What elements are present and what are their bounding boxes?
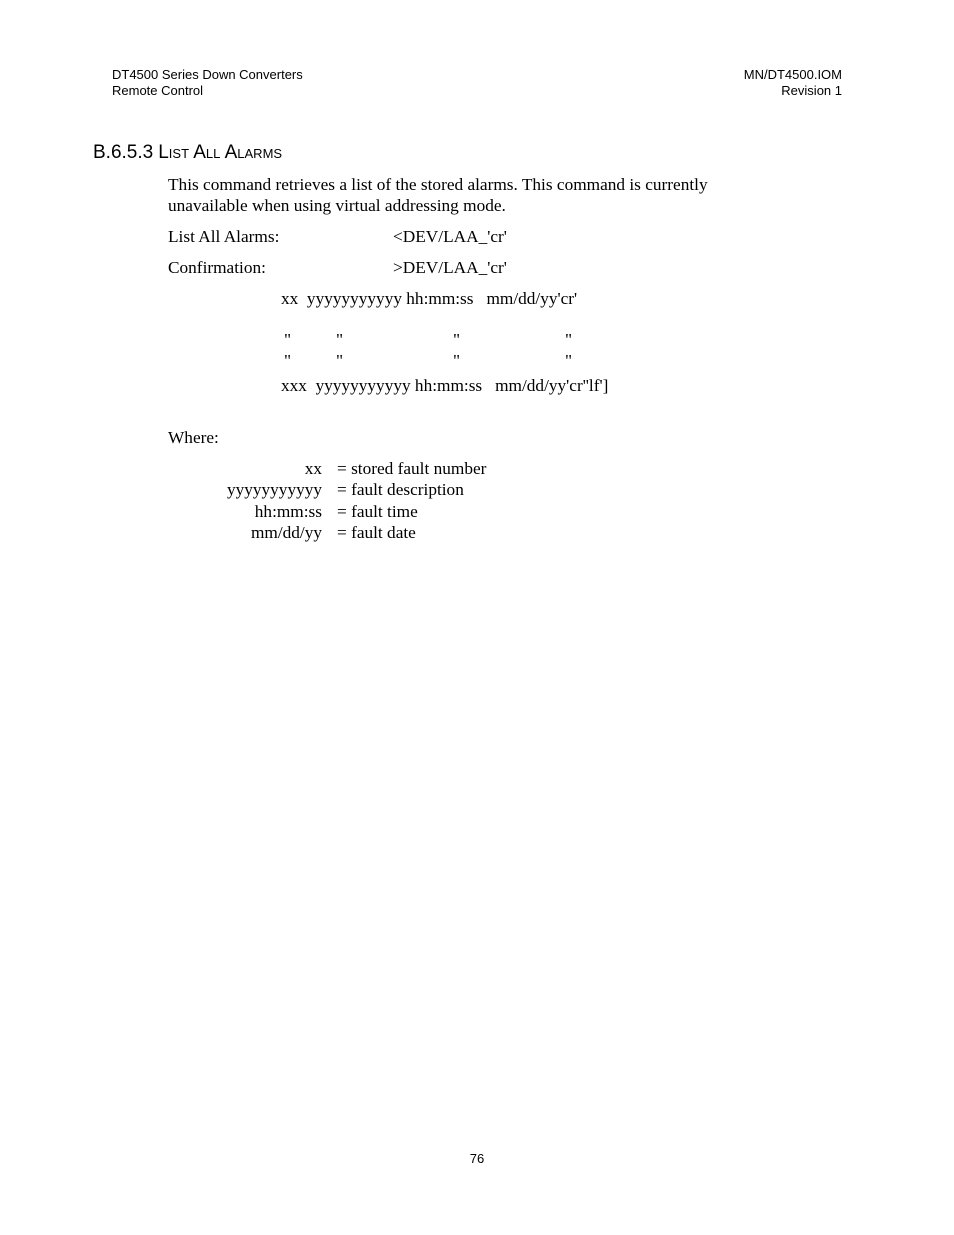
page-number: 76	[469, 1151, 485, 1166]
definition-description: = fault description	[337, 480, 464, 500]
ditto-mark: "	[453, 330, 461, 349]
page-header-right	[744, 67, 842, 99]
confirmation-label: Confirmation:	[168, 258, 266, 277]
command-row	[168, 226, 507, 247]
header-chapter-title: Remote Control	[112, 83, 204, 98]
definition-term: mm/dd/yy	[250, 522, 322, 542]
definition-row	[168, 522, 486, 543]
response-first-line: xx yyyyyyyyyyy hh:mm:ss mm/dd/yy'cr'	[281, 289, 578, 308]
definition-list	[168, 458, 486, 543]
section-number: B.6.5.3	[93, 142, 154, 163]
header-revision: Revision 1	[781, 83, 842, 98]
page-header-left	[112, 67, 303, 99]
definition-description: = fault time	[337, 501, 418, 521]
definition-term: xx	[304, 459, 322, 478]
definition-row	[168, 501, 486, 522]
definition-term: yyyyyyyyyyy	[226, 480, 322, 500]
ditto-mark: "	[453, 351, 461, 370]
header-document-title: DT4500 Series Down Converters	[112, 67, 303, 82]
definition-description: = fault date	[337, 522, 416, 542]
confirmation-syntax: >DEV/LAA_'cr'	[393, 258, 507, 277]
definition-row	[168, 479, 486, 500]
section-intro-paragraph: This command retrieves a list of the stored alarms. This command is currently unavailable when using virtual addressing mode.	[168, 175, 708, 215]
section-title: List All Alarms	[158, 142, 283, 163]
command-syntax: <DEV/LAA_'cr'	[393, 227, 507, 246]
section-heading	[93, 141, 282, 165]
ditto-mark: "	[565, 330, 573, 349]
confirmation-row	[168, 257, 507, 278]
ditto-mark: "	[336, 330, 344, 349]
command-label: List All Alarms:	[168, 227, 280, 246]
definition-description: = stored fault number	[337, 459, 487, 478]
ditto-mark: "	[336, 351, 344, 370]
where-label: Where:	[168, 428, 219, 447]
response-last-line: xxx yyyyyyyyyyy hh:mm:ss mm/dd/yy'cr''lf']	[281, 376, 609, 395]
definition-term: hh:mm:ss	[254, 501, 322, 521]
definition-row	[168, 458, 486, 479]
ditto-row	[284, 329, 584, 350]
header-manual-number: MN/DT4500.IOM	[743, 67, 842, 82]
ditto-mark: "	[565, 351, 573, 370]
ditto-mark: "	[284, 330, 292, 349]
ditto-mark: "	[284, 351, 292, 370]
ditto-row	[284, 350, 584, 371]
